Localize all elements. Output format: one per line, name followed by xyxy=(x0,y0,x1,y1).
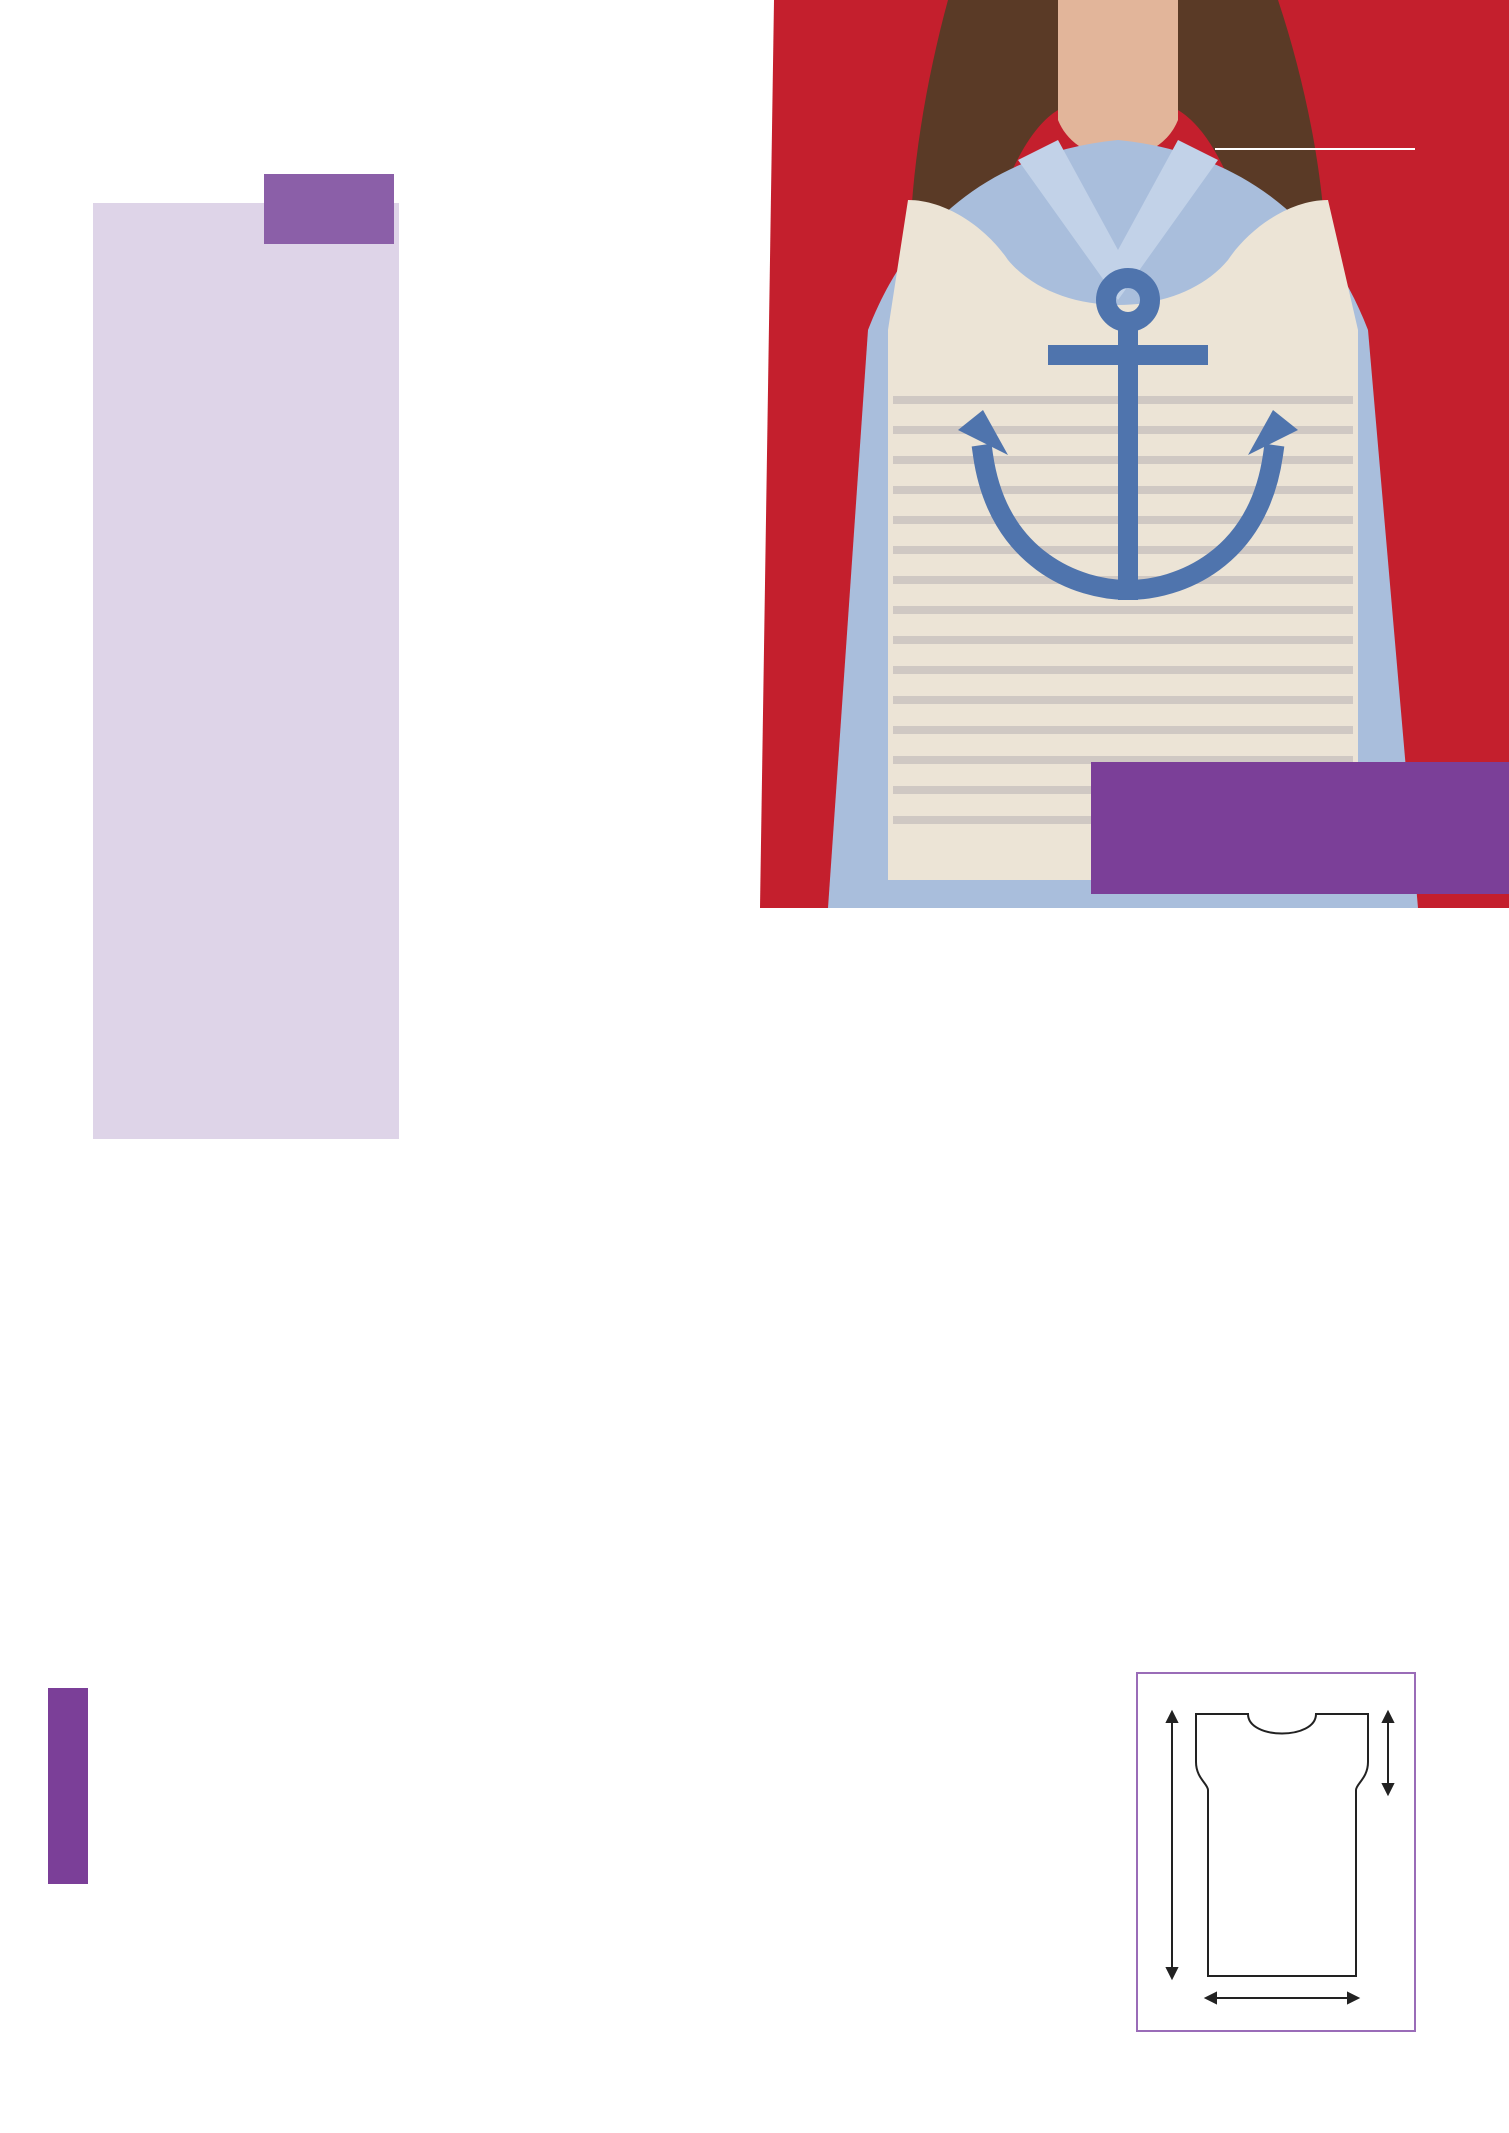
pattern-column-4 xyxy=(1110,980,1420,1144)
section-label-rule xyxy=(1215,148,1415,150)
find-your-size-label xyxy=(48,1688,88,1884)
pattern-column-2 xyxy=(432,220,752,641)
need-to-know-panel xyxy=(93,203,399,1139)
buy-yarn-box xyxy=(1091,762,1509,894)
need-to-know-tab xyxy=(264,174,394,244)
pattern-column-3 xyxy=(770,950,1090,1176)
garment-schematic xyxy=(1136,1672,1416,2032)
buy-yarn-text xyxy=(1111,782,1489,811)
